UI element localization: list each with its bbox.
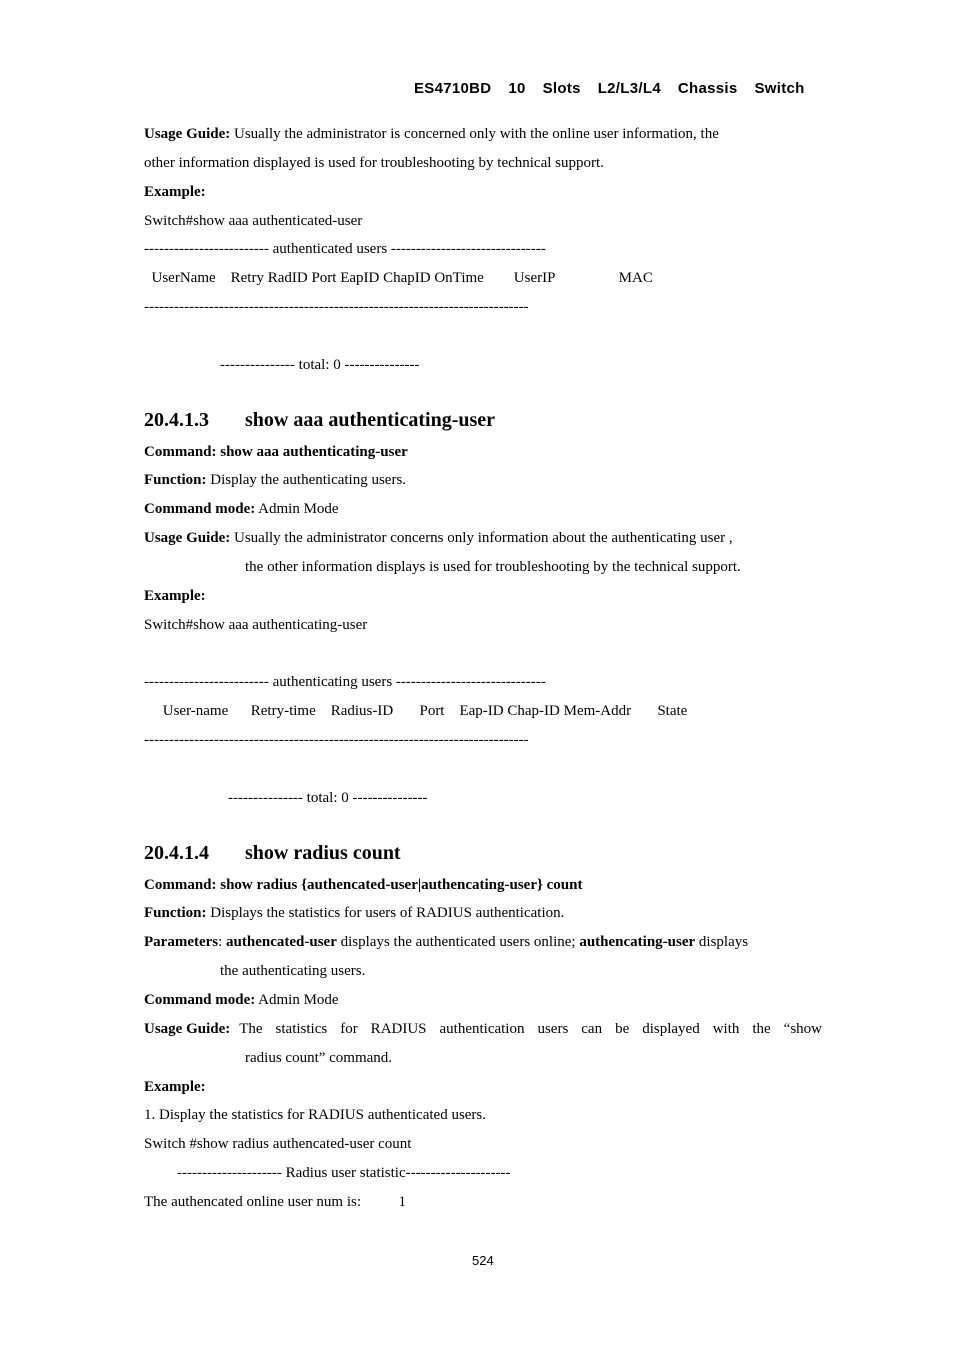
function-text: Display the authenticating users. (206, 472, 407, 488)
parameters-colon: : (218, 934, 227, 950)
function-label: Function: (144, 472, 207, 488)
function-line (144, 903, 564, 923)
usage-guide-line-2: radius count” command. (245, 1050, 393, 1066)
usage-guide-label: Usage Guide: (144, 126, 231, 142)
page-number: 524 (472, 1253, 494, 1268)
command-mode-text: Admin Mode (255, 992, 339, 1008)
parameters-line-1 (144, 932, 748, 952)
usage-guide-text: Usually the administrator is concerned only with the online user information, the (230, 126, 719, 142)
command-mode-label: Command mode: (144, 992, 256, 1008)
usage-guide-text: Usually the administrator concerns only information about the authenticating user , (230, 530, 733, 546)
output-divider: ----------------------------------------------------------------------------- (144, 732, 529, 748)
example-command: Switch#show aaa authenticating-user (144, 617, 368, 633)
command-line: Command: show radius {authencated-user|authencating-user} count (144, 877, 583, 893)
usage-guide-line-1 (144, 528, 733, 548)
output-banner: ------------------------- authenticated users ------------------------------- (144, 241, 546, 257)
section-title: show aaa authenticating-user (245, 409, 496, 431)
parameters-label: Parameters (144, 934, 219, 950)
parameter-text: displays the authenticated users online; (336, 934, 580, 950)
usage-guide-text: The statistics for RADIUS authentication users can be displayed with the “show (239, 1021, 822, 1037)
example-step: 1. Display the statistics for RADIUS authenticated users. (144, 1107, 487, 1123)
usage-guide-line-2: other information displayed is used for troubleshooting by technical support. (144, 155, 604, 171)
function-text: Displays the statistics for users of RADIUS authentication. (206, 905, 565, 921)
output-total: --------------- total: 0 --------------- (228, 790, 428, 806)
command-mode-text: Admin Mode (255, 501, 339, 517)
usage-guide-line-2: the other information displays is used for troubleshooting by the technical support. (245, 559, 741, 575)
section-heading (144, 407, 495, 433)
section-title: show radius count (245, 842, 401, 864)
usage-guide-line-1 (144, 1019, 822, 1039)
example-command: Switch #show radius authencated-user count (144, 1136, 412, 1152)
command-mode-label: Command mode: (144, 501, 256, 517)
example-label: Example: (144, 184, 206, 200)
output-divider: ----------------------------------------------------------------------------- (144, 299, 529, 315)
output-result: The authencated online user num is: 1 (144, 1194, 407, 1210)
output-banner: --------------------- Radius user statistic--------------------- (177, 1165, 511, 1181)
example-command: Switch#show aaa authenticated-user (144, 213, 363, 229)
command-line: Command: show aaa authenticating-user (144, 444, 408, 460)
section-number: 20.4.1.4 (144, 842, 209, 864)
example-label: Example: (144, 1079, 206, 1095)
parameter-keyword: authencating-user (579, 934, 696, 950)
parameter-text: displays (695, 934, 749, 950)
command-mode-line (144, 499, 339, 519)
section-number: 20.4.1.3 (144, 409, 209, 431)
command-mode-line (144, 990, 339, 1010)
function-line (144, 470, 406, 490)
output-total: --------------- total: 0 --------------- (220, 357, 420, 373)
example-label: Example: (144, 588, 206, 604)
usage-guide-label: Usage Guide: (144, 530, 231, 546)
usage-guide-line-1 (144, 124, 719, 144)
parameters-line-2: the authenticating users. (220, 963, 366, 979)
function-label: Function: (144, 905, 207, 921)
parameter-keyword: authencated-user (226, 934, 337, 950)
output-columns: User-name Retry-time Radius-ID Port Eap-ID Chap-ID Mem-Addr State (144, 703, 688, 719)
output-banner: ------------------------- authenticating users ------------------------------ (144, 674, 546, 690)
output-columns: UserName Retry RadID Port EapID ChapID OnTime UserIP MAC (144, 270, 653, 286)
page-header-title: ES4710BD 10 Slots L2/L3/L4 Chassis Switch (414, 80, 805, 97)
usage-guide-label: Usage Guide: (144, 1021, 231, 1037)
section-heading (144, 840, 401, 866)
